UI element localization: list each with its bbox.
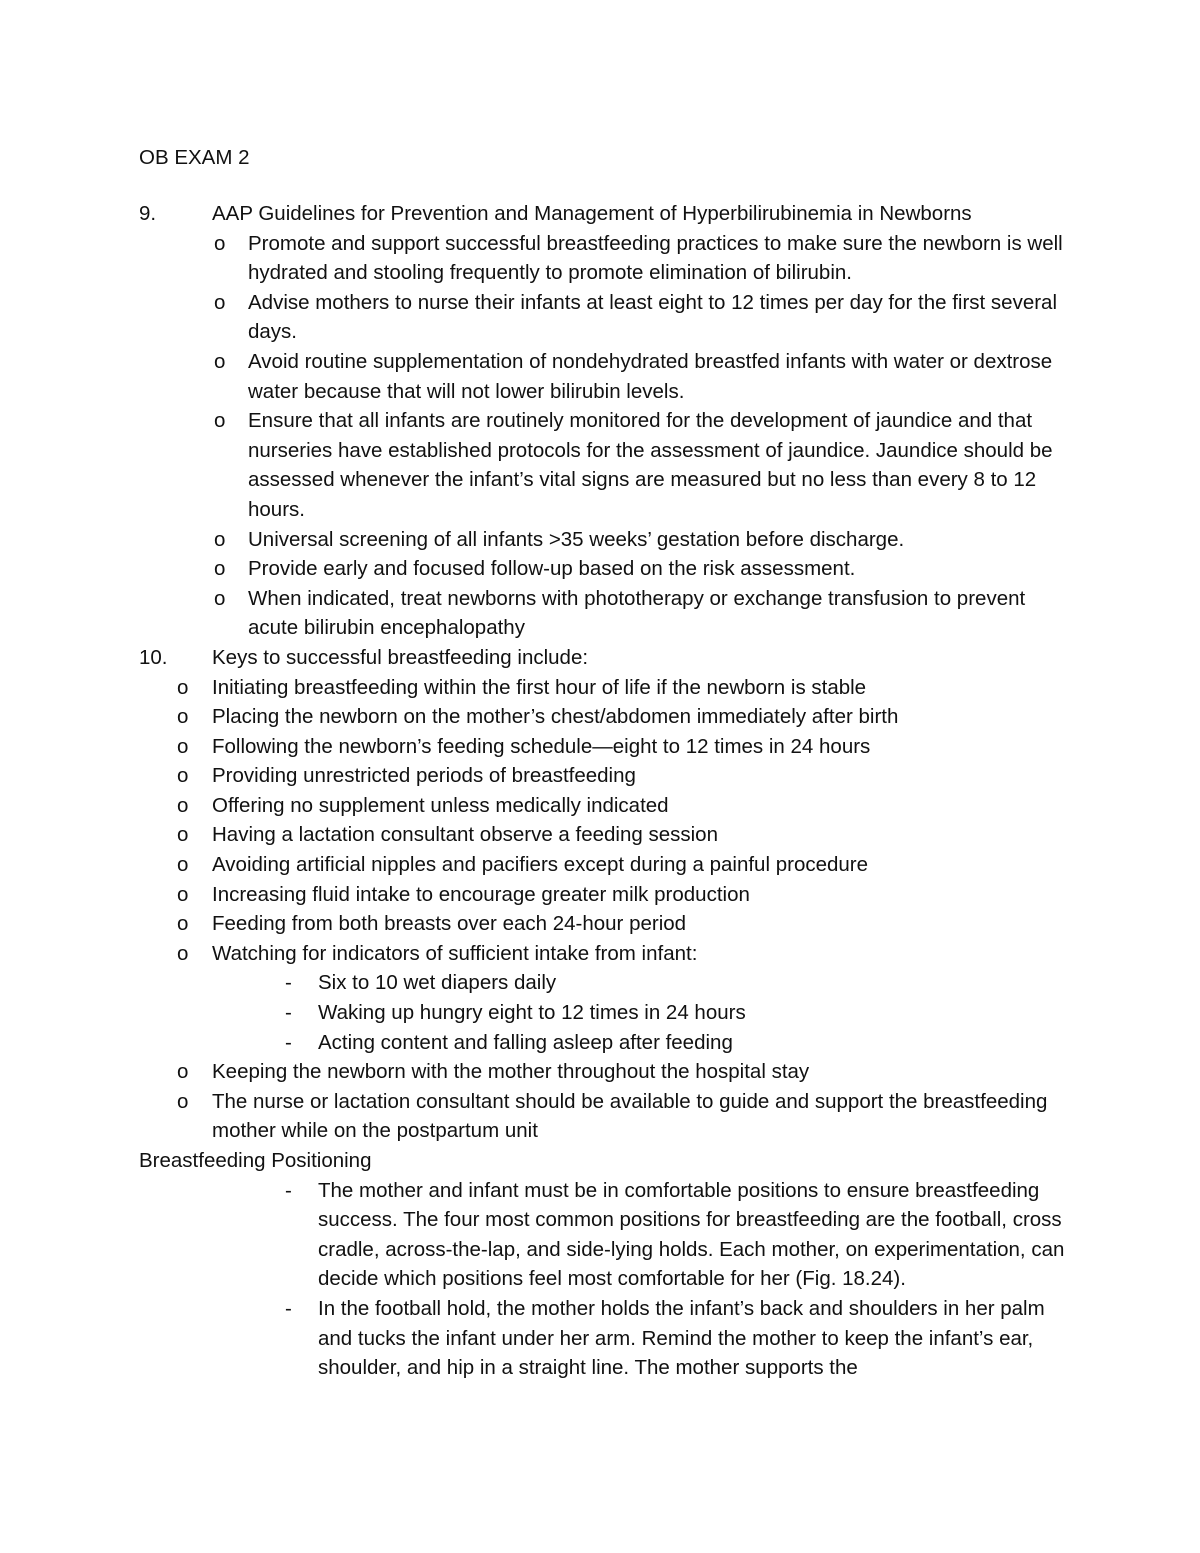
list-item-text: The nurse or lactation consultant should be available to guide and support the breastfeeding mother while on the postpartum unit — [212, 1089, 1048, 1143]
circle-bullet-icon: o — [177, 912, 189, 936]
list-item — [139, 939, 1079, 969]
list-item-text: Avoid routine supplementation of nondehydrated breastfed infants with water or dextrose water because that will not lower bilirubin levels. — [248, 349, 1053, 403]
list-item-text: Initiating breastfeeding within the first hour of life if the newborn is stable — [212, 675, 867, 699]
list-item-text: Offering no supplement unless medically indicated — [212, 793, 669, 817]
circle-bullet-icon: o — [214, 231, 226, 255]
dash-bullet-icon: - — [285, 1296, 292, 1320]
item-heading: Keys to successful breastfeeding include: — [212, 645, 589, 669]
circle-bullet-icon: o — [214, 557, 226, 581]
list-item-text: When indicated, treat newborns with phototherapy or exchange transfusion to prevent acute bilirubin encephalopathy — [248, 586, 1026, 640]
list-item-text: Keeping the newborn with the mother throughout the hospital stay — [212, 1060, 810, 1084]
circle-bullet-icon: o — [177, 764, 189, 788]
circle-bullet-icon: o — [177, 793, 189, 817]
sub-list-item-text: Waking up hungry eight to 12 times in 24 hours — [318, 1001, 746, 1025]
list-item-text: Advise mothers to nurse their infants at least eight to 12 times per day for the first several days. — [248, 290, 1057, 344]
list-item-text: Feeding from both breasts over each 24-hour period — [212, 912, 687, 936]
list-item — [139, 525, 1079, 555]
list-item-text: Ensure that all infants are routinely monitored for the development of jaundice and that nurseries have established protocols for the assessment of jaundice. Jaundice should be assessed whenever the infant’s vital signs are measured but no less than every 8 to 12 hours. — [248, 409, 1053, 521]
list-item-text: Watching for indicators of sufficient intake from infant: — [212, 941, 698, 965]
list-item-text: Having a lactation consultant observe a feeding session — [212, 823, 718, 847]
circle-bullet-icon: o — [177, 853, 189, 877]
list-item-text: Providing unrestricted periods of breastfeeding — [212, 764, 636, 788]
circle-bullet-icon: o — [214, 290, 226, 314]
dash-bullet-icon: - — [285, 1178, 292, 1202]
list-item — [139, 732, 1079, 762]
circle-bullet-icon: o — [177, 941, 189, 965]
sub-list-item — [139, 1294, 1079, 1383]
circle-bullet-icon: o — [214, 527, 226, 551]
list-item — [139, 1087, 1079, 1146]
list-item — [139, 702, 1079, 732]
dash-bullet-icon: - — [285, 1030, 292, 1054]
list-item-text: Promote and support successful breastfeeding practices to make sure the newborn is well hydrated and stooling frequently to promote elimination of bilirubin. — [248, 231, 1063, 285]
list-item-text: Following the newborn’s feeding schedule—eight to 12 times in 24 hours — [212, 734, 871, 758]
sub-list-item — [139, 1176, 1079, 1294]
sub-list-item — [139, 1028, 1079, 1058]
circle-bullet-icon: o — [177, 823, 189, 847]
list-item — [139, 406, 1079, 524]
item-number: 9. — [139, 202, 157, 225]
list-item — [139, 850, 1079, 880]
circle-bullet-icon: o — [177, 734, 189, 758]
list-item — [139, 554, 1079, 584]
circle-bullet-icon: o — [177, 705, 189, 729]
item-9-heading-row — [139, 199, 1079, 229]
list-item — [139, 347, 1079, 406]
list-item — [139, 880, 1079, 910]
list-item-text: Universal screening of all infants >35 weeks’ gestation before discharge. — [248, 527, 905, 551]
list-item-text: Increasing fluid intake to encourage greater milk production — [212, 882, 750, 906]
dash-bullet-icon: - — [285, 1001, 292, 1025]
sub-list-item-text: Acting content and falling asleep after feeding — [318, 1030, 733, 1054]
list-item — [139, 791, 1079, 821]
dash-bullet-icon: - — [285, 971, 292, 995]
list-item — [139, 761, 1079, 791]
section-heading-positioning: Breastfeeding Positioning — [139, 1149, 372, 1172]
list-item — [139, 909, 1079, 939]
list-item-text: Avoiding artificial nipples and pacifiers except during a painful procedure — [212, 853, 869, 877]
list-item — [139, 288, 1079, 347]
circle-bullet-icon: o — [214, 409, 226, 433]
list-item — [139, 584, 1079, 643]
circle-bullet-icon: o — [177, 675, 189, 699]
document-body — [139, 199, 1079, 1383]
sub-list-item — [139, 968, 1079, 998]
circle-bullet-icon: o — [214, 586, 226, 610]
sub-list-item-text: The mother and infant must be in comfortable positions to ensure breastfeeding success. The four most common positions for breastfeeding are the football, cross cradle, across-the-lap, and side-lying holds. Each mother, on experimentation, can decide which positions feel most comfortable for her (Fig. 18.24). — [318, 1178, 1065, 1291]
circle-bullet-icon: o — [177, 1089, 189, 1113]
sub-list-item-text: Six to 10 wet diapers daily — [318, 971, 557, 995]
item-number: 10. — [139, 645, 168, 669]
circle-bullet-icon: o — [214, 349, 226, 373]
list-item — [139, 820, 1079, 850]
sub-list-item-text: In the football hold, the mother holds the infant’s back and shoulders in her palm and tucks the infant under her arm. Remind the mother to keep the infant’s ear, shoulder, and hip in a straight line. The mother supports the — [318, 1296, 1045, 1380]
circle-bullet-icon: o — [177, 1060, 189, 1084]
list-item — [139, 673, 1079, 703]
circle-bullet-icon: o — [177, 882, 189, 906]
item-10-heading-row — [139, 643, 1079, 673]
list-item — [139, 229, 1079, 288]
document-title: OB EXAM 2 — [139, 146, 250, 169]
list-item-text: Provide early and focused follow-up based on the risk assessment. — [248, 557, 856, 581]
sub-list-item — [139, 998, 1079, 1028]
list-item-text: Placing the newborn on the mother’s chest/abdomen immediately after birth — [212, 705, 899, 729]
item-heading: AAP Guidelines for Prevention and Management of Hyperbilirubinemia in Newborns — [212, 202, 972, 225]
list-item — [139, 1057, 1079, 1087]
